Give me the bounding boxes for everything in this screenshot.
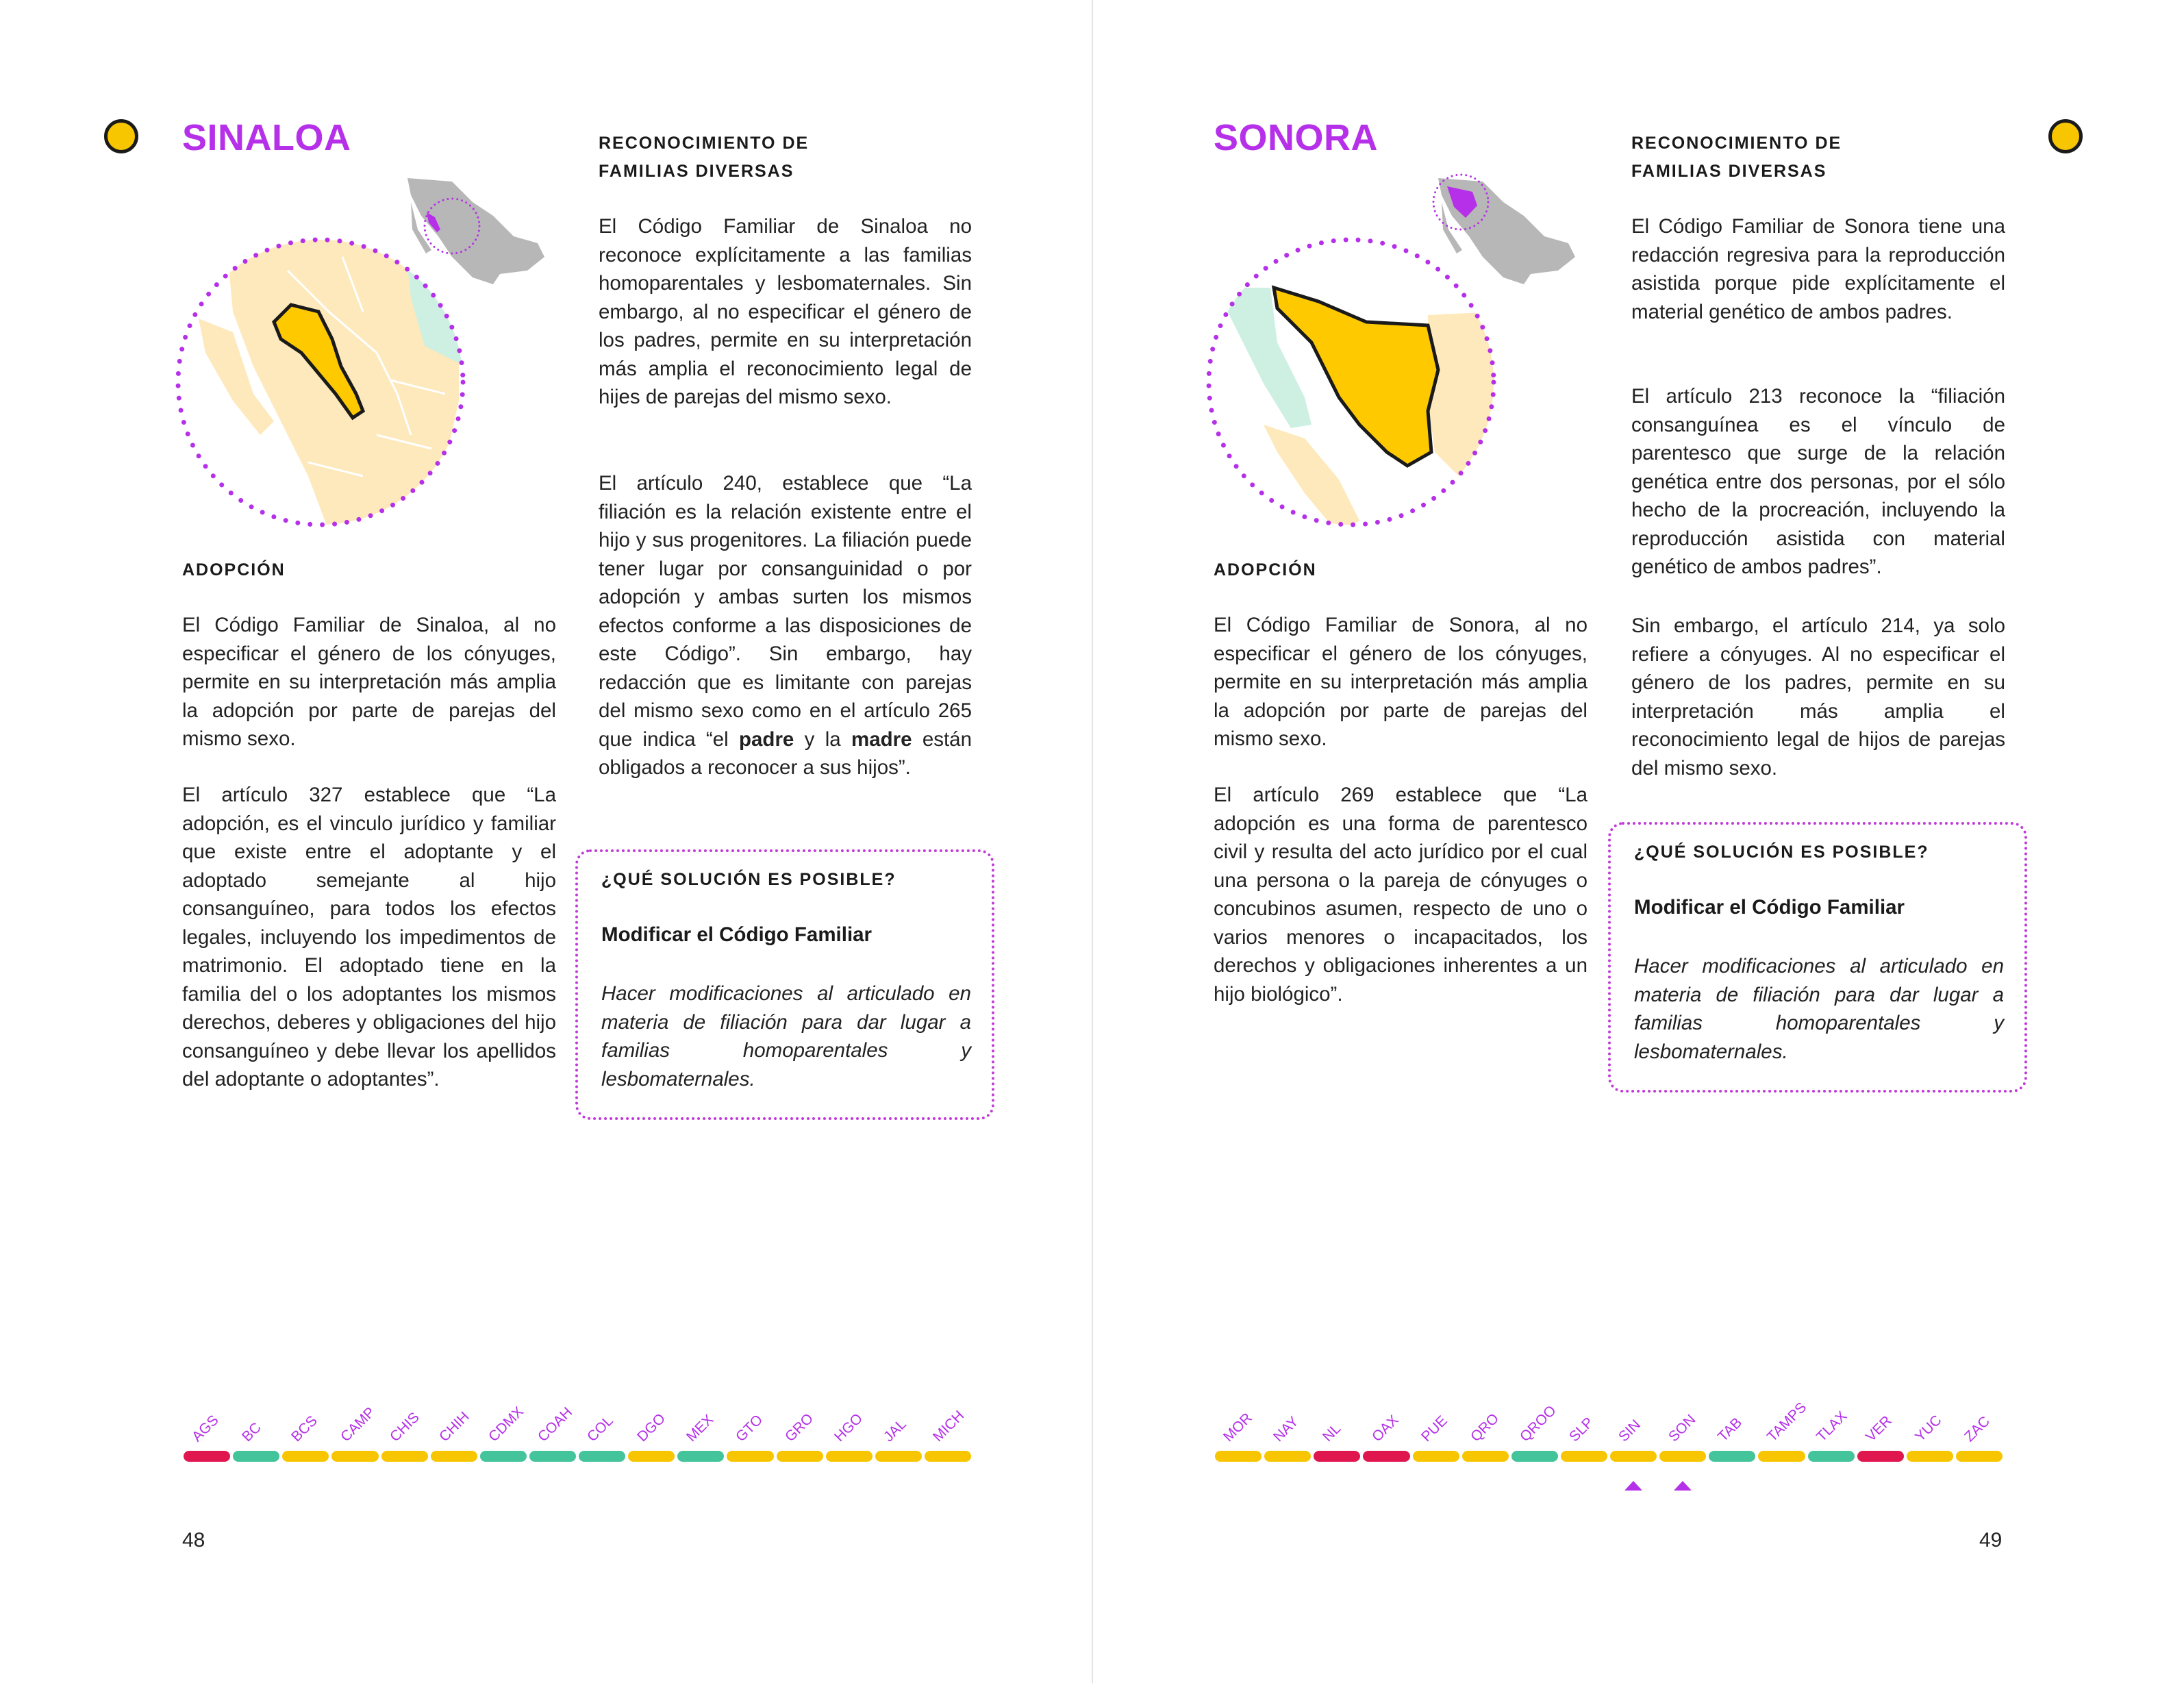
state-code-label: CDMX bbox=[486, 1404, 527, 1445]
state-status-segment bbox=[1511, 1451, 1558, 1462]
state-status-segment bbox=[925, 1451, 971, 1462]
state-code-label: COAH bbox=[535, 1404, 576, 1445]
solution-text: Hacer modificaciones al articulado en materia de filiación para dar lugar a familias homoparentales y lesbomaternales. bbox=[1634, 955, 2004, 1063]
state-status-segment bbox=[1264, 1451, 1311, 1462]
state-status-segment bbox=[628, 1451, 675, 1462]
state-status-segment bbox=[233, 1451, 279, 1462]
state-code-label: MICH bbox=[930, 1408, 968, 1445]
recognition-heading: RECONOCIMIENTO DE FAMILIAS DIVERSAS bbox=[599, 134, 809, 181]
state-status-segment bbox=[1956, 1451, 2003, 1462]
selected-state-marker bbox=[1624, 1481, 1642, 1491]
recognition-heading: RECONOCIMIENTO DE FAMILIAS DIVERSAS bbox=[1631, 134, 1842, 181]
state-status-segment bbox=[1659, 1451, 1706, 1462]
solution-box bbox=[1608, 822, 2027, 1093]
state-status-segment bbox=[529, 1451, 576, 1462]
recognition-paragraph: El artículo 213 reconoce la “filiación consanguínea es el vínculo de parentesco que surge de la relación genética entre dos personas, por el sólo hecho de la procreación, incluyendo la reproducción asistida con material genético de ambos padres”. bbox=[1631, 385, 2005, 578]
state-code-label: CAMP bbox=[337, 1404, 378, 1445]
state-code-label: OAX bbox=[1368, 1412, 1402, 1445]
state-code-label: CHIH bbox=[436, 1408, 473, 1445]
page-number: 49 bbox=[1979, 1529, 2003, 1551]
state-status-segment bbox=[1561, 1451, 1607, 1462]
state-status-segment bbox=[331, 1451, 378, 1462]
solution-box bbox=[575, 849, 994, 1120]
state-code-label: MEX bbox=[683, 1411, 717, 1445]
state-status-segment bbox=[1907, 1451, 1953, 1462]
recognition-paragraph: El Código Familiar de Sonora tiene una redacción regresiva para la reproducción asistida porque pide explícitamente el material genético de ambos padres. bbox=[1631, 215, 2005, 323]
state-code-label: TLAX bbox=[1813, 1408, 1850, 1445]
state-status-segment bbox=[1413, 1451, 1459, 1462]
sonora-map bbox=[1202, 164, 1592, 534]
state-code-label: GRO bbox=[781, 1410, 817, 1445]
solution-question: ¿QUÉ SOLUCIÓN ES POSIBLE? bbox=[601, 870, 896, 889]
state-status-segment bbox=[677, 1451, 724, 1462]
state-status-segment bbox=[1857, 1451, 1904, 1462]
state-code-label: TAMPS bbox=[1763, 1399, 1810, 1445]
solution-text: Hacer modificaciones al articulado en materia de filiación para dar lugar a familias homoparentales y lesbomaternales. bbox=[601, 982, 971, 1090]
state-title: SINALOA bbox=[182, 117, 351, 158]
state-code-label: CHIS bbox=[386, 1409, 423, 1445]
state-code-label: QROO bbox=[1517, 1402, 1559, 1445]
state-status-segment bbox=[431, 1451, 477, 1462]
state-status-segment bbox=[480, 1451, 527, 1462]
state-status-segment bbox=[1758, 1451, 1805, 1462]
recognition-paragraph: El artículo 240, establece que “La filiación es la relación existente entre el hijo y sus progenitores. La filiación puede tener lugar por consanguinidad o por adopción y ambas surten los mismos efectos conforme a las disposiciones de este Código”. Sin embargo, hay redacción que es limitante con parejas del mismo sexo como en el artículo 265 que indica “el padre y la madre están obligados a reconocer a sus hijos”. bbox=[599, 472, 972, 779]
state-status-segment bbox=[184, 1451, 230, 1462]
state-status-segment bbox=[727, 1451, 773, 1462]
state-status-segment bbox=[381, 1451, 428, 1462]
adoption-heading: ADOPCIÓN bbox=[1214, 560, 1317, 579]
selected-state-marker bbox=[1674, 1481, 1692, 1491]
state-code-label: NAY bbox=[1270, 1413, 1302, 1445]
state-status-segment bbox=[1808, 1451, 1855, 1462]
state-code-label: HGO bbox=[831, 1410, 866, 1445]
state-status-bar bbox=[182, 1404, 972, 1462]
state-status-segment bbox=[1314, 1451, 1360, 1462]
state-status-bar bbox=[1214, 1399, 2004, 1462]
state-code-label: BC bbox=[238, 1419, 264, 1445]
adoption-heading: ADOPCIÓN bbox=[182, 560, 286, 579]
state-status-segment bbox=[1610, 1451, 1657, 1462]
adoption-paragraph: El Código Familiar de Sinaloa, al no especificar el género de los cónyuges, permite en su interpretación más amplia la adopción por parte de parejas del mismo sexo. bbox=[182, 614, 556, 750]
adoption-paragraph: El artículo 269 establece que “La adopción es una forma de parentesco civil y resulta del acto jurídico por el cual una persona o la pareja de cónyuges o concubinos asumen, respecto de uno o varios menores o incapacitados, los derechos y obligaciones inherentes a un hijo biológico”. bbox=[1214, 784, 1587, 1006]
state-status-segment bbox=[826, 1451, 873, 1462]
state-status-segment bbox=[777, 1451, 823, 1462]
state-code-label: NL bbox=[1319, 1421, 1344, 1445]
recognition-paragraph: Sin embargo, el artículo 214, ya solo refiere a cónyuges. Al no especificar el género de los padres, permite en su interpretación más amplia el reconocimiento legal de hijos de parejas del mismo sexo. bbox=[1631, 614, 2005, 780]
state-status-segment bbox=[1709, 1451, 1755, 1462]
state-code-label: AGS bbox=[189, 1412, 223, 1445]
section-marker-dot bbox=[2048, 119, 2083, 153]
state-status-segment bbox=[282, 1451, 329, 1462]
state-code-label: VER bbox=[1863, 1412, 1895, 1445]
solution-question: ¿QUÉ SOLUCIÓN ES POSIBLE? bbox=[1634, 843, 1929, 862]
state-title: SONORA bbox=[1214, 117, 1379, 158]
section-marker-dot bbox=[104, 119, 138, 153]
state-code-label: JAL bbox=[881, 1416, 910, 1445]
page-number: 48 bbox=[182, 1529, 205, 1551]
state-status-segment bbox=[1363, 1451, 1409, 1462]
state-status-segment bbox=[1462, 1451, 1509, 1462]
state-code-label: COL bbox=[584, 1412, 617, 1445]
state-code-label: SON bbox=[1665, 1411, 1699, 1445]
state-code-label: TAB bbox=[1714, 1414, 1745, 1445]
state-code-label: BCS bbox=[288, 1412, 321, 1445]
sinaloa-map bbox=[171, 175, 562, 531]
state-status-segment bbox=[579, 1451, 625, 1462]
recognition-paragraph: El Código Familiar de Sinaloa no reconoce explícitamente a las familias homoparentales y lesbomaternales. Sin embargo, al no especificar el género de los padres, permite en su interpretación más amplia el reconocimiento legal de hijes de parejas del mismo sexo. bbox=[599, 215, 972, 408]
page-gutter bbox=[1092, 0, 1093, 1683]
solution-title: Modificar el Código Familiar bbox=[601, 923, 873, 946]
state-code-label: SLP bbox=[1566, 1414, 1597, 1445]
state-code-label: QRO bbox=[1468, 1410, 1503, 1445]
state-code-label: MOR bbox=[1220, 1410, 1256, 1445]
adoption-paragraph: El Código Familiar de Sonora, al no especificar el género de los cónyuges, permite en su interpretación más amplia la adopción por parte de parejas del mismo sexo. bbox=[1214, 614, 1587, 750]
state-status-segment bbox=[875, 1451, 922, 1462]
state-code-label: YUC bbox=[1912, 1412, 1945, 1445]
state-code-label: DGO bbox=[633, 1410, 668, 1445]
state-code-label: PUE bbox=[1418, 1412, 1451, 1445]
solution-title: Modificar el Código Familiar bbox=[1634, 896, 1905, 919]
state-code-label: SIN bbox=[1616, 1417, 1644, 1445]
state-status-segment bbox=[1215, 1451, 1262, 1462]
state-code-label: ZAC bbox=[1961, 1413, 1994, 1445]
state-code-label: GTO bbox=[732, 1412, 766, 1445]
adoption-paragraph: El artículo 327 establece que “La adopción, es el vinculo jurídico y familiar que existe entre el adoptante y el adoptado semejante al hijo consanguíneo, para todos los efectos legales, incluyendo los impedimentos de matrimonio. El adoptado tiene en la familia del o los adoptantes los mismos derechos, deberes y obligaciones del hijo consanguíneo y debe llevar los apellidos del adoptante o adoptantes”. bbox=[182, 784, 556, 1090]
